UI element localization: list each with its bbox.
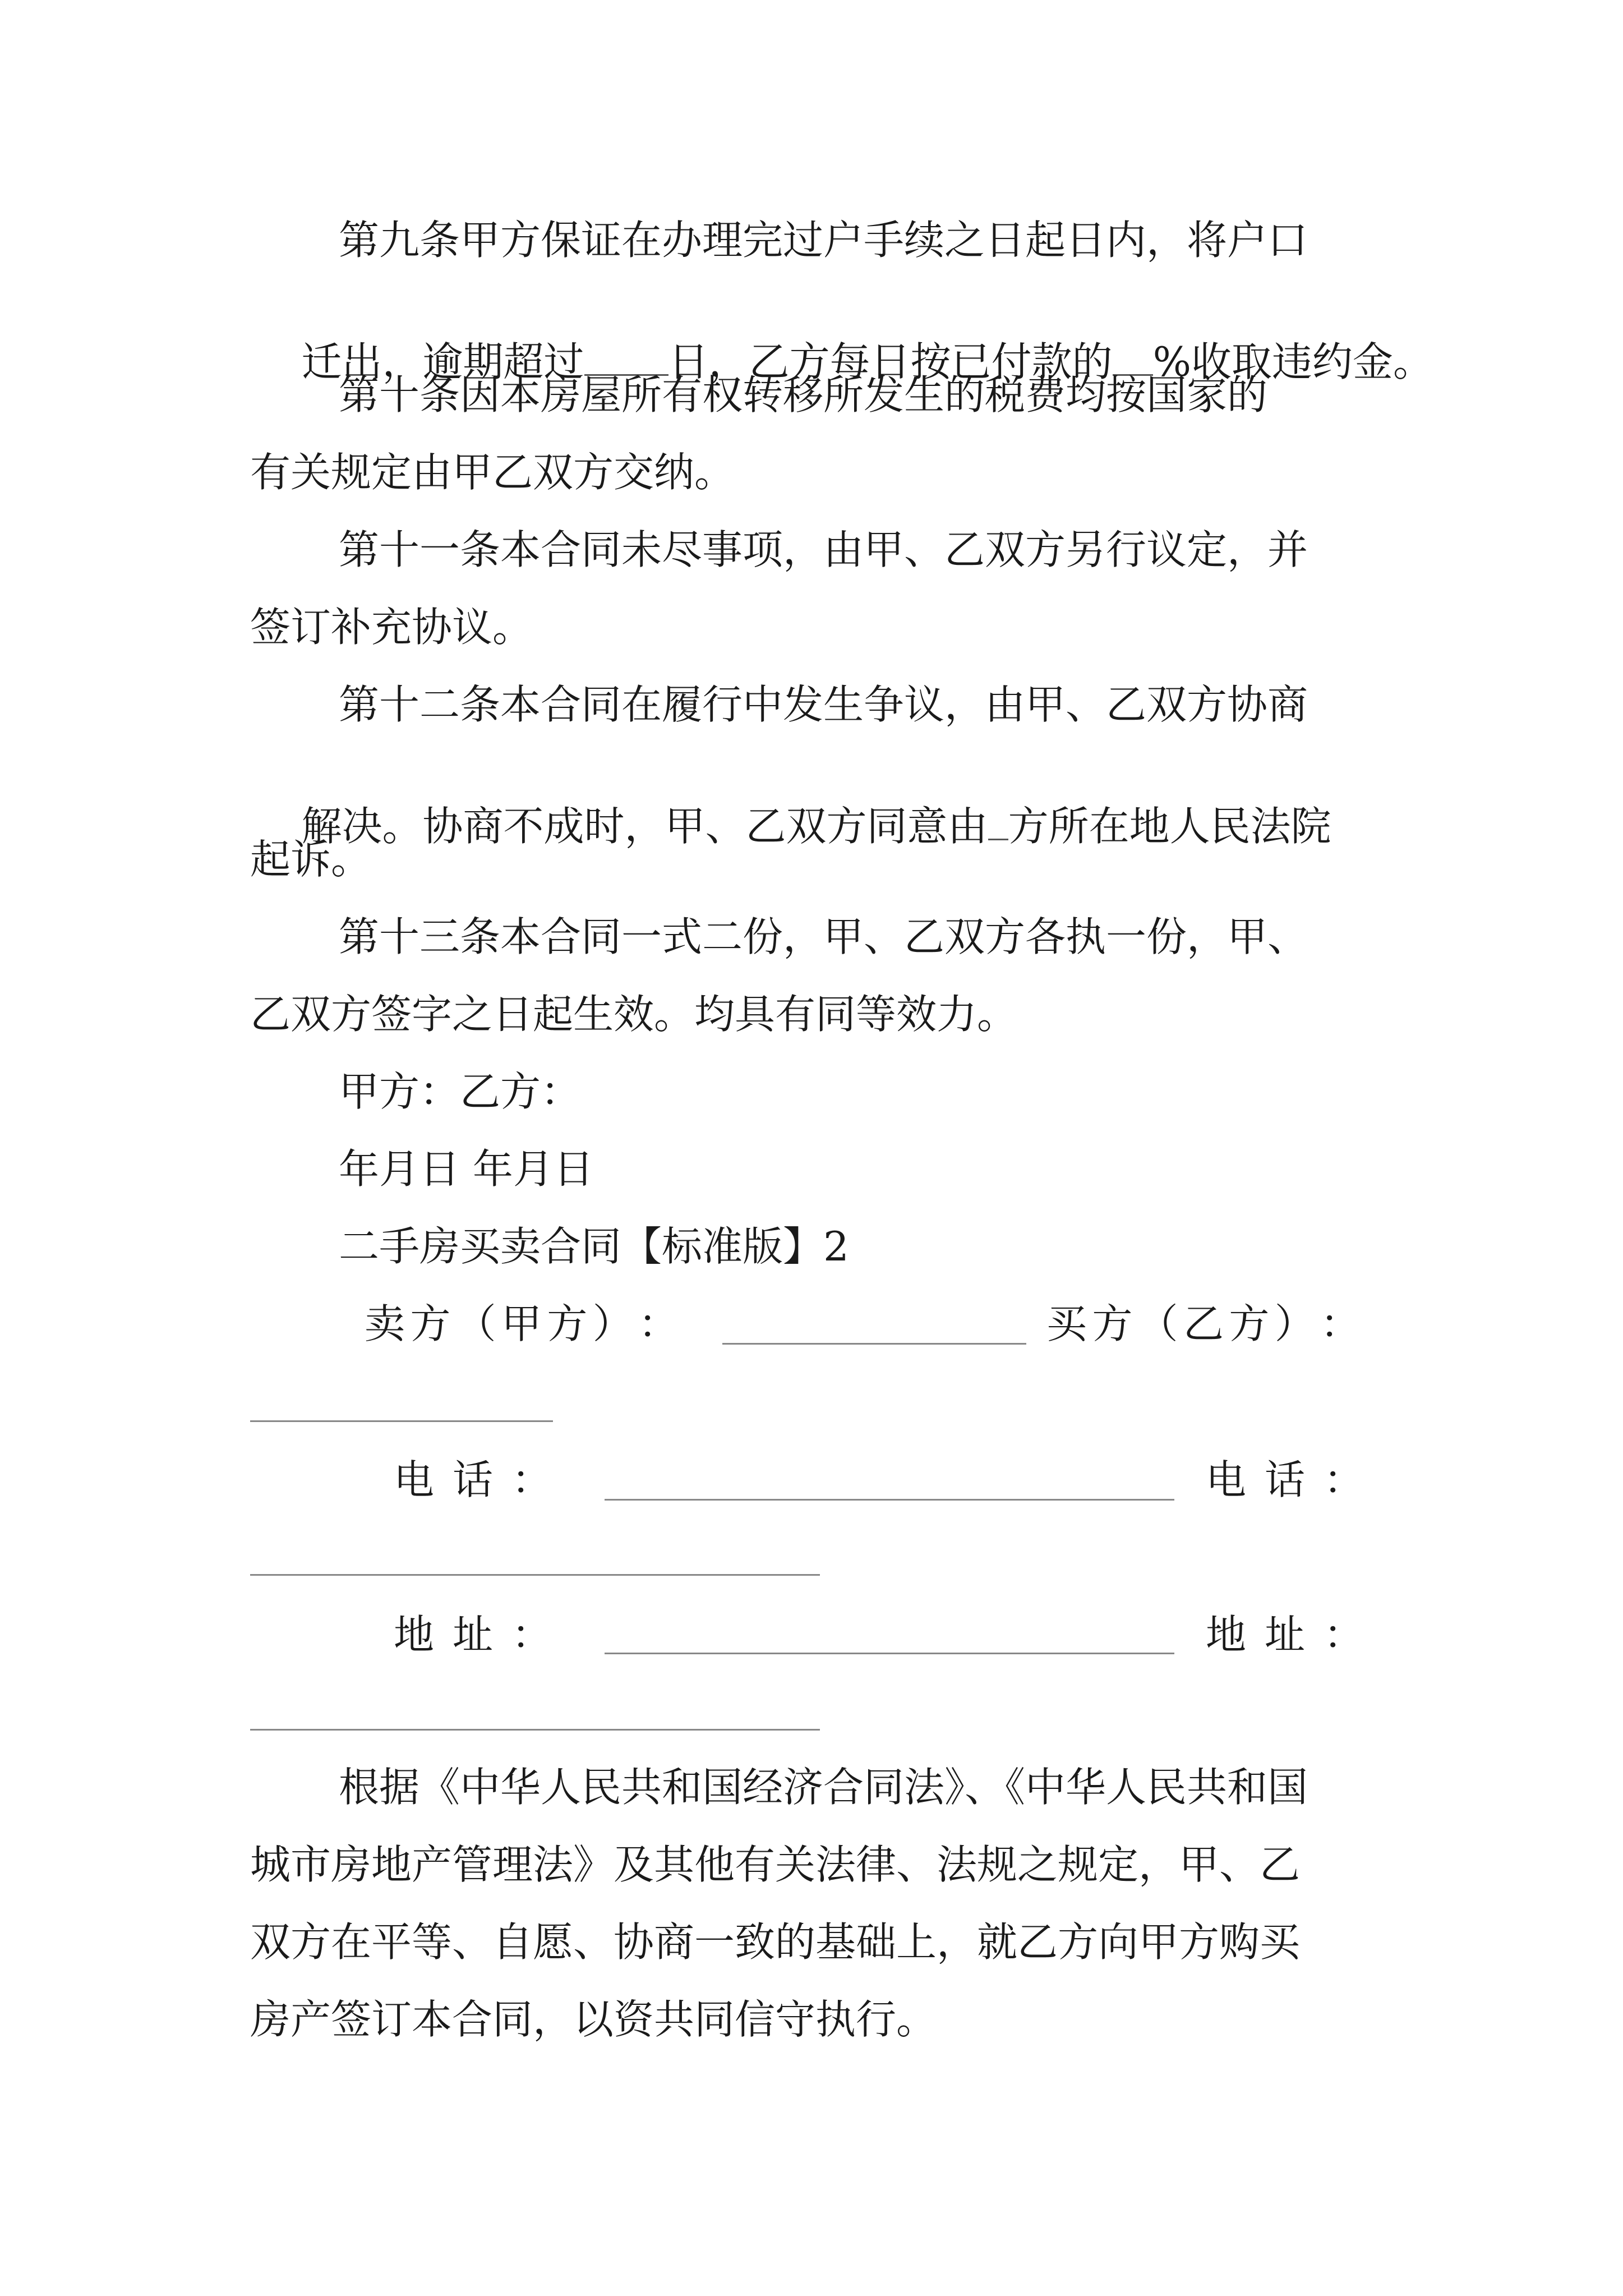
signature-dates: 年月日 年月日 xyxy=(339,1145,594,1193)
preamble-line-3: 双方在平等、自愿、协商一致的基础上，就乙方向甲方购买 xyxy=(250,1918,1301,1966)
seller-address-label xyxy=(394,1611,552,1658)
buyer-char: 乙 xyxy=(1183,1300,1224,1347)
buyer-phone-label xyxy=(1206,1456,1364,1503)
phone-char: 电 xyxy=(394,1456,435,1503)
buyer-address-field[interactable] xyxy=(250,1729,820,1731)
seller-phone-field[interactable] xyxy=(605,1499,1174,1501)
percent-blank xyxy=(1113,338,1153,376)
seller-phone-label xyxy=(394,1456,552,1503)
phone-char: ： xyxy=(1323,1456,1364,1503)
signature-parties: 甲方：乙方： xyxy=(339,1068,582,1115)
article-12-line-3: 起诉。 xyxy=(250,836,372,883)
address-char: 地 xyxy=(1206,1611,1247,1658)
seller-char: 卖 xyxy=(365,1300,405,1347)
days-blank xyxy=(584,338,668,376)
buyer-char: 买 xyxy=(1046,1300,1087,1347)
address-char: ： xyxy=(1323,1611,1364,1658)
article-13-line-2: 乙双方签字之日起生效。均具有同等效力。 xyxy=(250,991,1018,1038)
address-char: 地 xyxy=(394,1611,435,1658)
buyer-char: 方 xyxy=(1229,1300,1270,1347)
article-9-line-1: 第九条甲方保证在办理完过户手续之日起日内，将户口 xyxy=(339,217,1308,264)
buyer-name-field[interactable] xyxy=(250,1420,553,1422)
phone-char: ： xyxy=(511,1456,552,1503)
phone-char: 话 xyxy=(1264,1456,1305,1503)
article-9-text-c: %收取违约金。 xyxy=(1152,338,1433,385)
seller-char: 方 xyxy=(410,1300,451,1347)
seller-char: 甲 xyxy=(501,1300,542,1347)
phone-char: 电 xyxy=(1206,1456,1247,1503)
buyer-char: ） xyxy=(1274,1300,1315,1347)
buyer-char: （ xyxy=(1137,1300,1178,1347)
article-11-line-2: 签订补充协议。 xyxy=(250,604,533,651)
seller-char: ： xyxy=(638,1300,679,1347)
article-10-line-2: 有关规定由甲乙双方交纳。 xyxy=(250,449,735,496)
article-12-text-b: 方所在地人民法院 xyxy=(1008,802,1331,850)
seller-address-field[interactable] xyxy=(605,1653,1174,1654)
buyer-char: ： xyxy=(1320,1300,1361,1347)
preamble-line-4: 房产签订本合同，以资共同信守执行。 xyxy=(250,1996,937,2043)
preamble-line-1: 根据《中华人民共和国经济合同法》、《中华人民共和国 xyxy=(339,1764,1308,1811)
article-12-line-1: 第十二条本合同在履行中发生争议，由甲、乙双方协商 xyxy=(339,681,1308,728)
phone-char: 话 xyxy=(452,1456,493,1503)
article-10-line-1: 第十条因本房屋所有权转移所发生的税费均按国家的 xyxy=(339,371,1268,418)
contract-2-title: 二手房买卖合同【标准版】2 xyxy=(339,1223,849,1270)
buyer-label xyxy=(1046,1300,1361,1347)
seller-char: 方 xyxy=(547,1300,588,1347)
buyer-address-label xyxy=(1206,1611,1364,1658)
address-char: 址 xyxy=(1264,1611,1305,1658)
address-char: ： xyxy=(511,1611,552,1658)
address-char: 址 xyxy=(452,1611,493,1658)
seller-char: ） xyxy=(592,1300,633,1347)
seller-char: （ xyxy=(455,1300,496,1347)
seller-label xyxy=(365,1300,679,1347)
article-9-text-a: 迁出，逾期超过 xyxy=(301,338,584,385)
seller-name-field[interactable] xyxy=(722,1343,1026,1345)
buyer-phone-field[interactable] xyxy=(250,1574,820,1576)
preamble-line-2: 城市房地产管理法》及其他有关法律、法规之规定，甲、乙 xyxy=(250,1841,1301,1888)
article-12-line-2 xyxy=(250,762,1331,887)
article-11-line-1: 第十一条本合同未尽事项，由甲、乙双方另行议定，并 xyxy=(339,526,1308,573)
court-party-blank xyxy=(988,802,1008,840)
article-12-text-a: 解决。协商不成时，甲、乙双方同意由 xyxy=(301,802,988,850)
article-9-text-b: 日，乙方每日按已付款的 xyxy=(668,338,1113,385)
article-13-line-1: 第十三条本合同一式二份，甲、乙双方各执一份，甲、 xyxy=(339,913,1308,960)
buyer-char: 方 xyxy=(1092,1300,1133,1347)
